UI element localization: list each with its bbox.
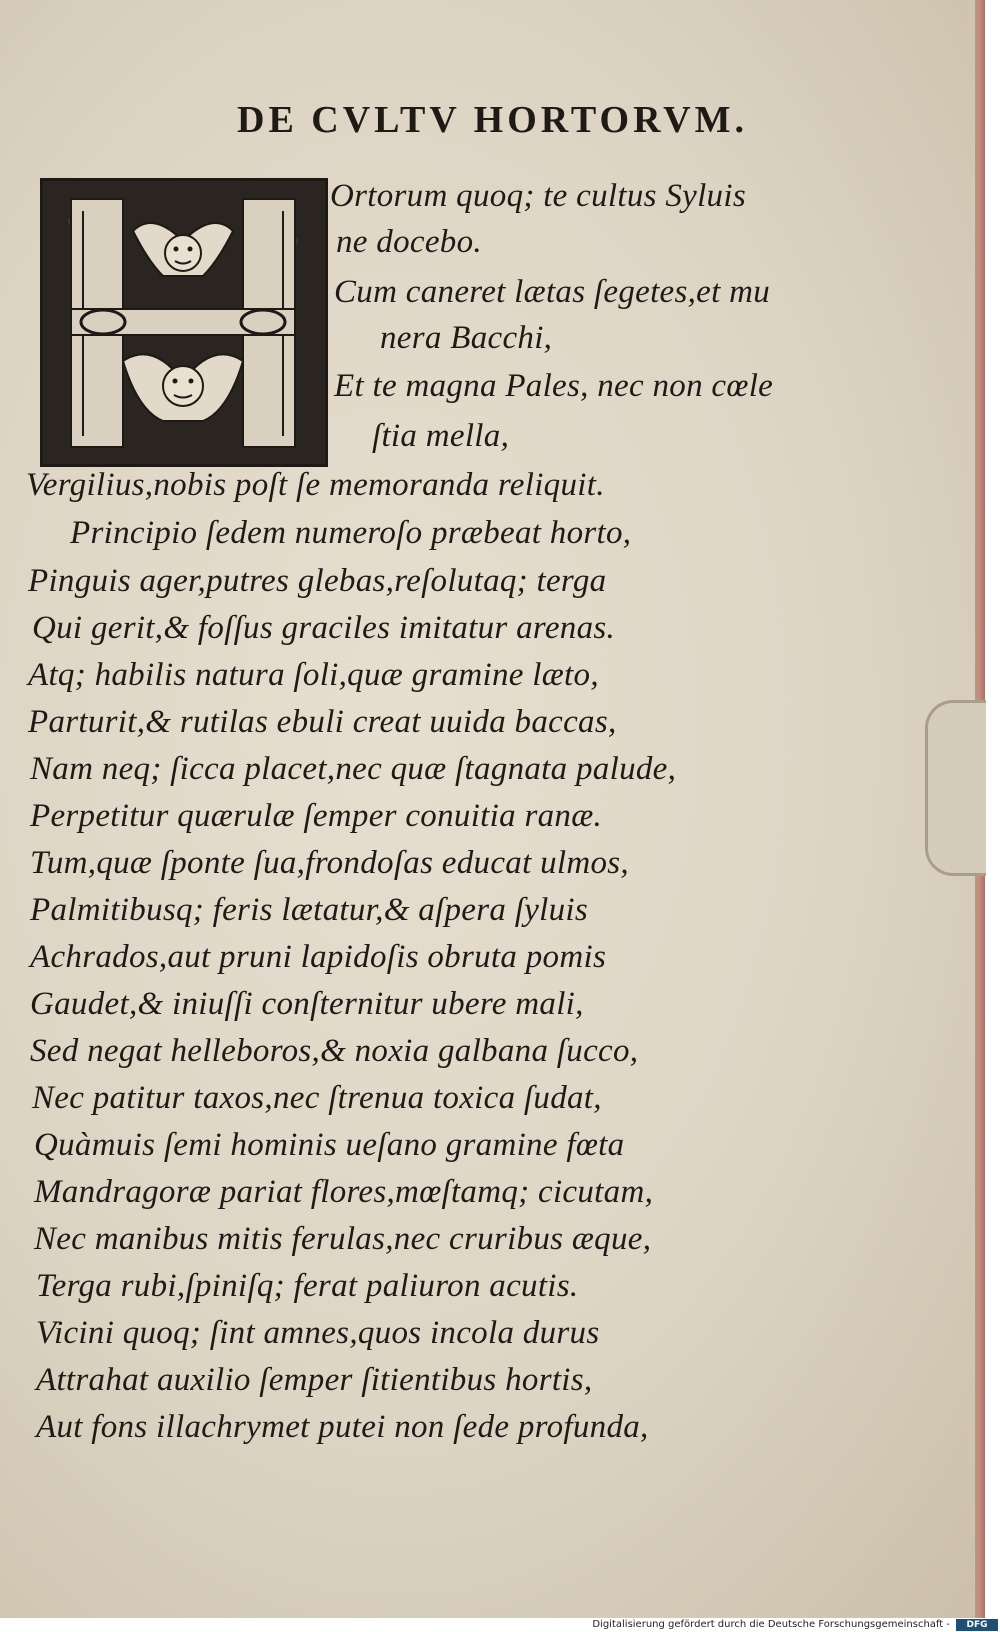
text-line: Vicini quoq; ſint amnes,quos incola durus: [36, 1315, 600, 1351]
text-line: Nec patitur taxos,nec ſtrenua toxica ſudat,: [32, 1080, 602, 1116]
text-line: Nec manibus mitis ferulas,nec cruribus æque,: [34, 1221, 652, 1257]
text-line: ne docebo.: [336, 224, 482, 260]
text-line: Principio ſedem numeroſo præbeat horto,: [70, 515, 632, 551]
decorated-initial-icon: [40, 178, 328, 467]
bookmark-tab: [925, 700, 986, 876]
footer-bar: [0, 1618, 1000, 1632]
text-line: Perpetitur quærulæ ſemper conuitia ranæ.: [30, 798, 603, 834]
text-line: Pinguis ager,putres glebas,reſolutaq; terga: [28, 563, 607, 599]
text-line: Parturit,& rutilas ebuli creat uuida baccas,: [28, 704, 617, 740]
text-line: Palmitibusq; feris lætatur,& aſpera ſyluis: [30, 892, 589, 928]
footer-credit: Digitalisierung gefördert durch die Deutsche Forschungsgemeinschaft -: [592, 1619, 950, 1630]
text-line: Atq; habilis natura ſoli,quæ gramine læto,: [28, 657, 599, 693]
text-line: Quàmuis ſemi hominis ueſano gramine fœta: [34, 1127, 625, 1163]
text-line: Cum caneret lætas ſegetes,et mu: [334, 274, 771, 310]
text-line: Ortorum quoq; te cultus Syluis: [330, 178, 746, 214]
text-line: Sed negat helleboros,& noxia galbana ſucco,: [30, 1033, 639, 1069]
text-line: Mandragoræ pariat flores,mœſtamq; cicutam,: [34, 1174, 654, 1210]
text-line: ſtia mella,: [372, 418, 510, 454]
text-line: Vergilius,nobis poſt ſe memoranda reliquit.: [26, 467, 605, 503]
text-line: Attrahat auxilio ſemper ſitientibus hortis,: [36, 1362, 593, 1398]
text-line: Terga rubi,ſpiniſq; ferat paliuron acutis.: [36, 1268, 579, 1304]
text-line: Et te magna Pales, nec non cœle: [334, 368, 774, 404]
page-heading: DE CVLTV HORTORVM.: [237, 99, 748, 141]
text-line: Aut fons illachrymet putei non ſede profunda,: [36, 1409, 649, 1445]
text-line: Tum,quæ ſponte ſua,frondoſas educat ulmos,: [30, 845, 629, 881]
text-line: Gaudet,& iniuſſi conſternitur ubere mali,: [30, 986, 584, 1022]
text-line: Nam neq; ſicca placet,nec quæ ſtagnata palude,: [30, 751, 677, 787]
dfg-logo-icon: DFG: [956, 1619, 998, 1631]
text-line: nera Bacchi,: [380, 320, 553, 356]
text-line: Qui gerit,& foſſus graciles imitatur arenas.: [32, 610, 616, 646]
text-line: Achrados,aut pruni lapidoſis obruta pomis: [30, 939, 607, 975]
